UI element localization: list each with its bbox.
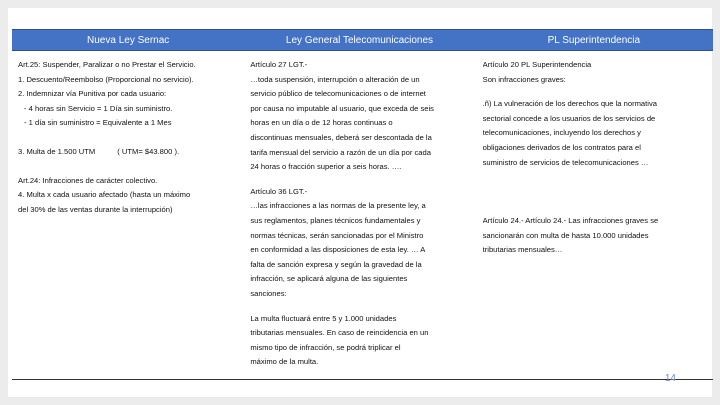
art27-line: 24 horas o fracción superior a seis horas. ….: [250, 162, 402, 172]
table-header-row: [12, 30, 713, 51]
art24-line: 4. Multa x cada usuario afectado (hasta un máximo: [18, 190, 191, 200]
cell-pl-superintendencia: [475, 51, 713, 380]
art36-line: en conformidad a las disposiciones de esta ley. … A: [250, 245, 426, 255]
art27-line: …toda suspensión, interrupción o alteración de un: [250, 74, 420, 84]
art27-title: Artículo 27 LGT.-: [250, 60, 308, 69]
multa-line: tributarias mensuales. En caso de reincidencia en un: [250, 328, 429, 338]
art24-pl-line: Artículo 24.- Artículo 24.- Las infracciones graves se: [482, 216, 659, 226]
multa-line: mismo tipo de infracción, se podrá triplicar el: [250, 342, 401, 352]
art27-line: tarifa mensual del servicio a razón de un día por cada: [250, 147, 431, 157]
multa-label: 3. Multa de 1.500 UTM: [18, 146, 96, 156]
table-row: [12, 51, 713, 380]
comparison-table: [12, 29, 713, 380]
vulneracion-line: sectorial concede a los usuarios de los servicios de: [482, 113, 656, 123]
art36-line: infracción, se aplicará alguna de las siguientes: [250, 274, 408, 284]
cell-ley-general-telecom: [244, 51, 474, 380]
vulneracion-line: telecomunicaciones, incluyendo los derechos y: [482, 128, 641, 138]
header-nueva-ley-sernac: Nueva Ley Sernac: [12, 30, 244, 51]
art36-title: Artículo 36 LGT.-: [250, 186, 308, 196]
art20-line: Son infracciones graves:: [482, 74, 566, 84]
vulneracion-line: suministro de servicios de telecomunicaciones …: [482, 157, 649, 167]
vulneracion-line: obligaciones derivados de los contratos para el: [482, 142, 641, 152]
multa-line: La multa fluctuará entre 5 y 1.000 unidades: [250, 313, 397, 323]
art24-line: Art.24: Infracciones de carácter colectivo.: [18, 175, 158, 185]
art24-pl-line: tributarias mensuales…: [482, 245, 563, 255]
art25-line: Art.25: Suspender, Paralizar o no Prestar el Servicio.: [18, 60, 196, 69]
slide: [8, 8, 712, 397]
cell-nueva-ley-sernac: [12, 51, 244, 380]
multa-line: [18, 145, 240, 160]
header-pl-superintendencia: PL Superintendencia: [475, 30, 713, 51]
multa-line: máximo de la multa.: [250, 357, 319, 367]
art27-line: por causa no imputable al usuario, que exceda de seis: [250, 103, 434, 113]
art20-line: Artículo 20 PL Superintendencia: [482, 60, 592, 69]
art36-line: falta de sanción expresa y según la gravedad de la: [250, 259, 422, 269]
art25-item: 2. Indemnizar vía Punitiva por cada usuario:: [18, 89, 167, 99]
art25-item: 1. Descuento/Reembolso (Proporcional no servicio).: [18, 74, 194, 84]
art36-line: normas técnicas, serán sancionadas por el Ministro: [250, 230, 424, 240]
multa-value: ( UTM= $43.800 ).: [117, 146, 180, 156]
art24-line: del 30% de las ventas durante la interrupción): [18, 204, 173, 214]
art25-subitem: - 4 horas sin Servicio = 1 Día sin suministro.: [24, 103, 173, 113]
header-ley-general-telecom: Ley General Telecomunicaciones: [244, 30, 474, 51]
art27-line: discontinuas mensuales, deberá ser descontada de la: [250, 132, 432, 142]
art27-line: horas en un día o de 12 horas continuas o: [250, 118, 393, 128]
art36-line: …las infracciones a las normas de la presente ley, a: [250, 201, 426, 211]
art27-line: servicio público de telecomunicaciones o de internet: [250, 89, 426, 99]
art25-subitem: - 1 día sin suministro = Equivalente a 1 Mes: [24, 118, 172, 128]
art24-pl-line: sancionarán con multa de hasta 10.000 unidades: [482, 230, 649, 240]
art36-line: sus reglamentos, planes técnicos fundamentales y: [250, 215, 421, 225]
art36-line: sanciones:: [250, 288, 287, 298]
page-number: 14: [664, 373, 676, 384]
vulneracion-line: .ñ) La vulneración de los derechos que la normativa: [482, 99, 657, 109]
